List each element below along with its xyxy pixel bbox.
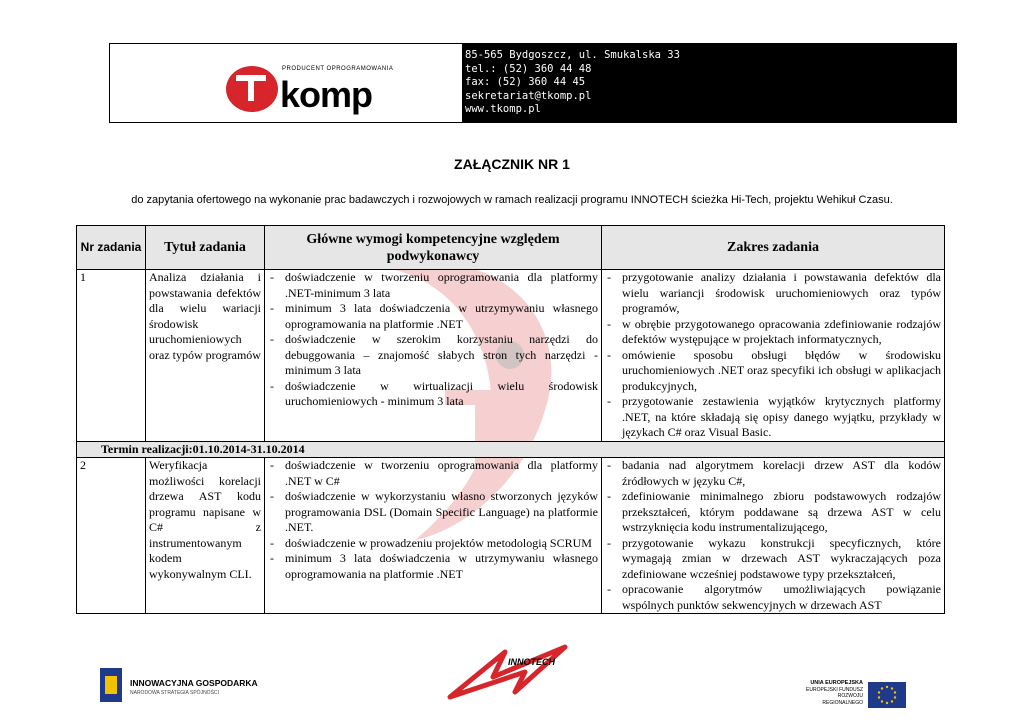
list-item: - doświadczenie w wykorzystaniu własno stworzonych języków programowania DSL (Domain Specific Language) na platformie .NET.: [268, 489, 598, 536]
footer-left-subtitle: NARODOWA STRATEGIA SPÓJNOŚCI: [130, 690, 219, 696]
list-item: - minimum 3 lata doświadczenia w utrzymywaniu własnego oprogramowania na platformie .NET: [268, 301, 598, 332]
list-item: - zdefiniowanie minimalnego zbioru podstawowych rodzajów przekształceń, którym poddawane są drzewa AST w celu wstrzyknięcia kodu instrumentalizującego,: [605, 489, 941, 536]
list-item: - doświadczenie w prowadzeniu projektów metodologią SCRUM: [268, 536, 598, 552]
document-title: ZAŁĄCZNIK NR 1: [454, 156, 570, 172]
row-requirements: [265, 458, 602, 614]
contact-website: www.tkomp.pl: [465, 103, 541, 115]
term-label: Termin realizacji:01.10.2014-31.10.2014: [77, 441, 945, 458]
contact-email: sekretariat@tkomp.pl: [465, 89, 592, 102]
innowacyjna-gospodarka-logo: [100, 668, 300, 708]
contact-fax: fax: (52) 360 44 45: [465, 76, 586, 88]
table-row: [77, 270, 945, 442]
list-item: - minimum 3 lata doświadczenia w utrzymywaniu własnego oprogramowania na platformie .NET: [268, 551, 598, 582]
contact-tel: tel.: (52) 360 44 48: [465, 62, 592, 75]
eu-label: [797, 680, 863, 706]
row-title: Weryfikacja możliwości korelacji drzewa AST kodu programu napisane w C# z instrumentowanym kodem wykonywalnym CLI.: [146, 458, 265, 614]
list-item: - doświadczenie w tworzeniu oprogramowania dla platformy .NET w C#: [268, 458, 598, 489]
innotech-logo-text: INNOTECH: [508, 657, 555, 667]
list-item: - omówienie sposobu obsługi błędów w środowisku uruchomieniowych .NET oraz specyfiki ich obsługi w aplikacjach produkcyjnych,: [605, 348, 941, 395]
logo-t-stem: [248, 75, 254, 101]
row-scope: [602, 270, 945, 442]
list-item: - badania nad algorytmem korelacji drzew AST dla kodów źródłowych w języku C#,: [605, 458, 941, 489]
row-scope: [602, 458, 945, 614]
eu-line: EUROPEJSKI FUNDUSZ: [806, 686, 863, 693]
row-title: Analiza działania i powstawania defektów dla wielu wariacji środowisk uruchomieniowych oraz typów programów: [146, 270, 265, 442]
list-item: - doświadczenie w tworzeniu oprogramowania dla platformy .NET-minimum 3 lata: [268, 270, 598, 301]
table-row: [77, 458, 945, 614]
emblem-inner: [105, 676, 117, 694]
header-scope: Zakres zadania: [602, 226, 945, 270]
contact-address: 85-565 Bydgoszcz, ul. Smukalska 33: [465, 49, 680, 61]
eu-line: ROZWOJU REGIONALNEGO: [822, 693, 863, 706]
table-header-row: [77, 226, 945, 270]
document-subtitle: do zapytania ofertowego na wykonanie prac badawczych i rozwojowych w ramach realizacji programu INNOTECH ścieżka Hi-Tech, projektu Wehikuł Czasu.: [131, 194, 893, 206]
list-item: - w obrębie przygotowanego opracowania zdefiniowanie rodzajów defektów występujące w projektach informatycznych,: [605, 317, 941, 348]
company-logo: [109, 43, 463, 123]
logo-subtitle: PRODUCENT OPROGRAMOWANIA: [282, 66, 394, 72]
letterhead: [109, 43, 957, 123]
header-requirements: Główne wymogi kompetencyjne względem podwykonawcy: [265, 226, 602, 270]
logo-wordmark: komp: [280, 74, 373, 115]
header-nr: Nr zadania: [77, 226, 146, 270]
innotech-swoosh-icon: [445, 642, 575, 702]
pl-emblem-icon: [100, 668, 122, 702]
header-title: Tytuł zadania: [146, 226, 265, 270]
row-nr: 2: [77, 458, 146, 614]
contact-block: [465, 49, 680, 117]
footer-left-title: INNOWACYJNA GOSPODARKA: [130, 678, 258, 688]
list-item: - przygotowanie zestawienia wyjątków krytycznych platformy .NET, na które składają się opisy danego wyjątku, przykłady w językach C# oraz Visual Basic.: [605, 394, 941, 441]
row-requirements: [265, 270, 602, 442]
list-item: - doświadczenie w szerokim korzystaniu narzędzi do debuggowania – znajomość słabych stron tych narzędzi - minimum 3 lata: [268, 332, 598, 379]
list-item: - przygotowanie analizy działania i powstawania defektów dla wielu wariancji środowisk uruchomieniowych oraz typów programów,: [605, 270, 941, 317]
list-item: - doświadczenie w wirtualizacji wielu środowisk uruchomieniowych - minimum 3 lata: [268, 379, 598, 410]
list-item: - opracowanie algorytmów umożliwiających powiązanie wspólnych punktów sekwencyjnych w drzewach AST: [605, 582, 941, 613]
row-nr: 1: [77, 270, 146, 442]
list-item: - przygotowanie wykazu konstrukcji specyficznych, które wymagają zmian w drzewach AST wykraczających poza zdefiniowane wcześniej podstawowe typy przekształceń,: [605, 536, 941, 583]
eu-line: UNIA EUROPEJSKA: [810, 680, 863, 686]
eu-flag-icon: [868, 682, 906, 708]
tasks-table: [76, 225, 945, 614]
term-row: [77, 441, 945, 458]
